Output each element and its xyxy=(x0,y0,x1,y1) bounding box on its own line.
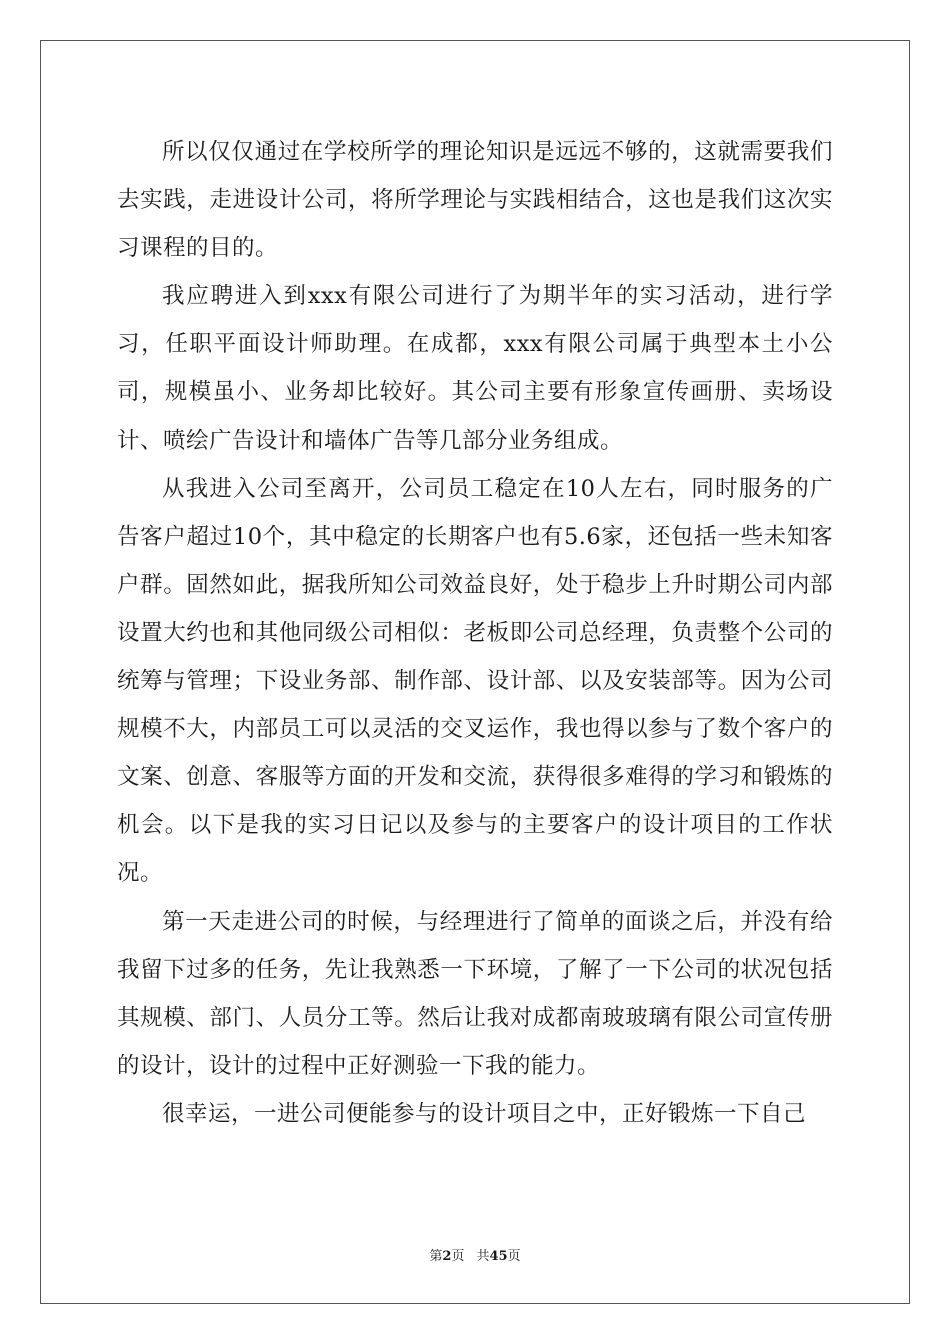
paragraph: 所以仅仅通过在学校所学的理论知识是远远不够的，这就需要我们去实践，走进设计公司，将所学理论与实践相结合，这也是我们这次实习课程的目的。 xyxy=(117,139,833,262)
paragraph: 从我进入公司至离开，公司员工稳定在10人左右，同时服务的广告客户超过10个，其中稳定的长期客户也有5.6家，还包括一些未知客户群。固然如此，据我所知公司效益良好，处于稳步上升时期公司内部设置大约也和其他同级公司相似：老板即公司总经理，负责整个公司的统筹与管理；下设业务部、制作部、设计部、以及安装部等。因为公司规模不大，内部员工可以灵活的交叉运作，我也得以参与了数个客户的文案、创意、客服等方面的开发和交流，获得很多难得的学习和锻炼的机会。以下是我的实习日记以及参与的主要客户的设计项目的工作状况。 xyxy=(117,475,833,887)
page-number: 第2页 xyxy=(429,1249,465,1264)
document-body xyxy=(117,128,833,1138)
total-pages: 共45页 xyxy=(476,1249,521,1264)
paragraph: 第一天走进公司的时候，与经理进行了简单的面谈之后，并没有给我留下过多的任务，先让我熟悉一下环境，了解了一下公司的状况包括其规模、部门、人员分工等。然后让我对成都南玻玻璃有限公司宣传册的设计，设计的过程中正好测验一下我的能力。 xyxy=(117,908,833,1079)
paragraph: 我应聘进入到xxx有限公司进行了为期半年的实习活动，进行学习，任职平面设计师助理。在成都，xxx有限公司属于典型本土小公司，规模虽小、业务却比较好。其公司主要有形象宣传画册、卖场设计、喷绘广告设计和墙体广告等几部分业务组成。 xyxy=(117,283,833,454)
paragraph: 很幸运，一进公司便能参与的设计项目之中，正好锻炼一下自己 xyxy=(162,1100,807,1127)
page-footer xyxy=(0,1249,950,1265)
